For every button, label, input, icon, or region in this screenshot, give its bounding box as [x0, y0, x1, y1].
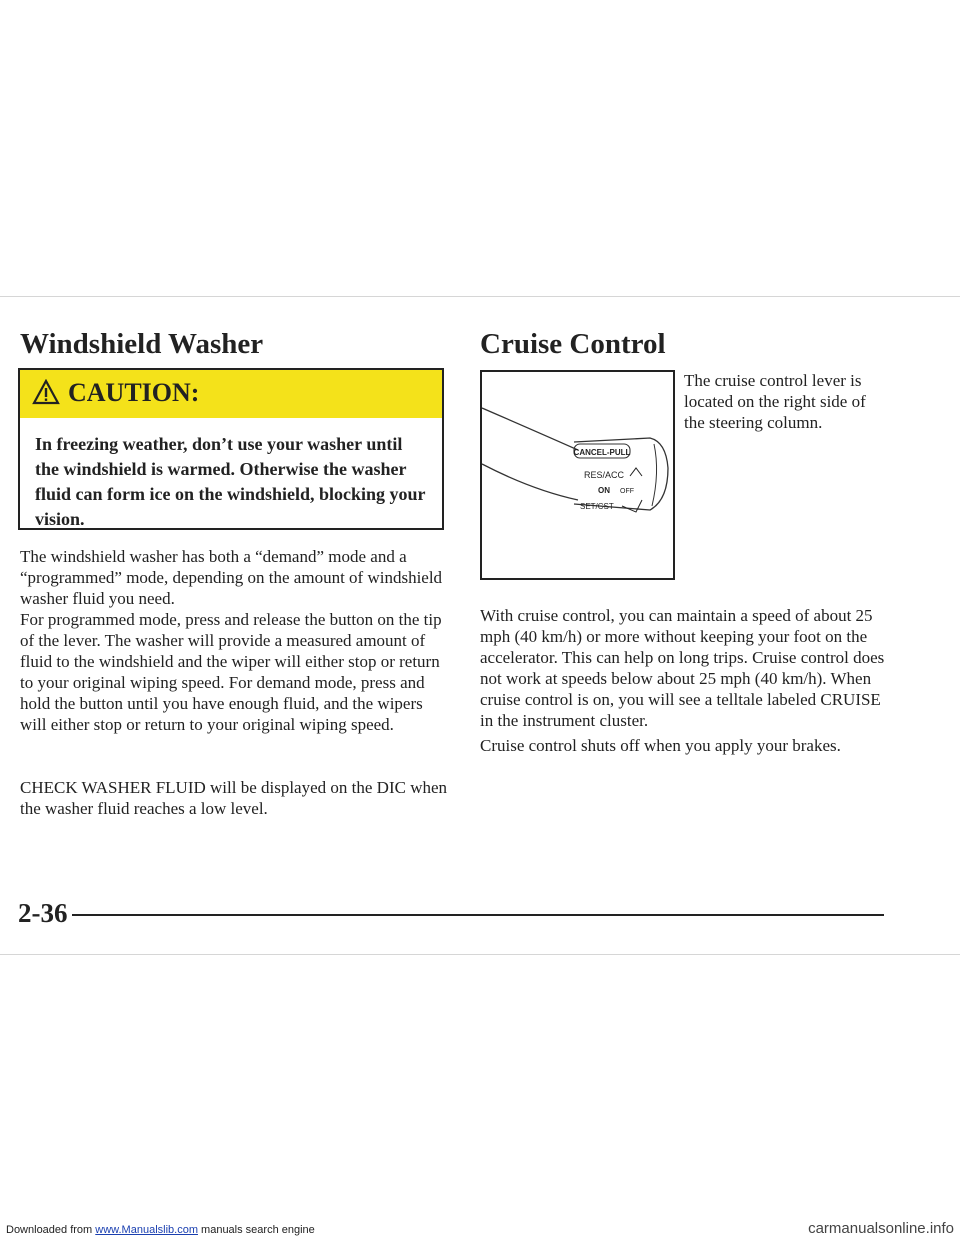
cruise-lever-location-text: The cruise control lever is located on the right side of the steering column. — [684, 371, 866, 432]
cruise-paragraph-speed: With cruise control, you can maintain a speed of about 25 mph (40 km/h) or more without keeping your foot on the accelerator. This can help on long trips. Cruise control does not work at speeds below about 25 mph (40 km/h). When cruise control is on, you will see a telltale labeled CRUISE in the instrument cluster. — [480, 606, 885, 730]
top-rule — [0, 296, 960, 297]
download-note-prefix: Downloaded from — [6, 1224, 96, 1236]
cruise-lever-illustration — [482, 372, 673, 578]
page-number-rule — [72, 914, 884, 916]
windshield-washer-heading: Windshield Washer — [20, 328, 264, 360]
caution-bar — [20, 370, 442, 418]
download-note-suffix: manuals search engine — [197, 1224, 315, 1236]
caution-box — [18, 368, 444, 530]
download-note — [6, 1224, 315, 1236]
on-label: ON — [598, 486, 610, 495]
cancel-label: CANCEL-PULL — [573, 448, 631, 457]
caution-text: In freezing weather, don’t use your washer until the windshield is warmed. Otherwise the washer fluid can form ice on the windshield, blocking your vision. — [35, 434, 426, 529]
cruise-lever-figure — [480, 370, 675, 580]
washer-paragraph-programmed: For programmed mode, press and release the button on the tip of the lever. The washer will provide a measured amount of fluid to the windshield and the wiper will either stop or return to your original wiping speed. For demand mode, press and hold the button until you have enough fluid, and the wipers will either stop or return to your original wiping speed. — [20, 610, 442, 734]
warning-triangle-icon — [32, 379, 60, 405]
cruise-control-heading: Cruise Control — [480, 328, 666, 360]
caution-title: CAUTION: — [68, 378, 200, 407]
manualslib-link[interactable]: www.Manualslib.com — [95, 1224, 198, 1236]
washer-paragraph-modes: The windshield washer has both a “demand” mode and a “programmed” mode, depending on the amount of windshield washer fluid you need. — [20, 547, 443, 608]
bottom-rule — [0, 954, 960, 955]
setcst-label: SET/CST — [580, 502, 614, 511]
off-label: OFF — [620, 488, 634, 495]
resacc-label: RES/ACC — [584, 470, 625, 480]
cruise-paragraph-brakes: Cruise control shuts off when you apply your brakes. — [480, 736, 841, 755]
watermark: carmanualsonline.info — [808, 1220, 954, 1237]
page-number: 2-36 — [18, 898, 68, 928]
washer-paragraph-check-fluid: CHECK WASHER FLUID will be displayed on the DIC when the washer fluid reaches a low level. — [20, 778, 448, 818]
